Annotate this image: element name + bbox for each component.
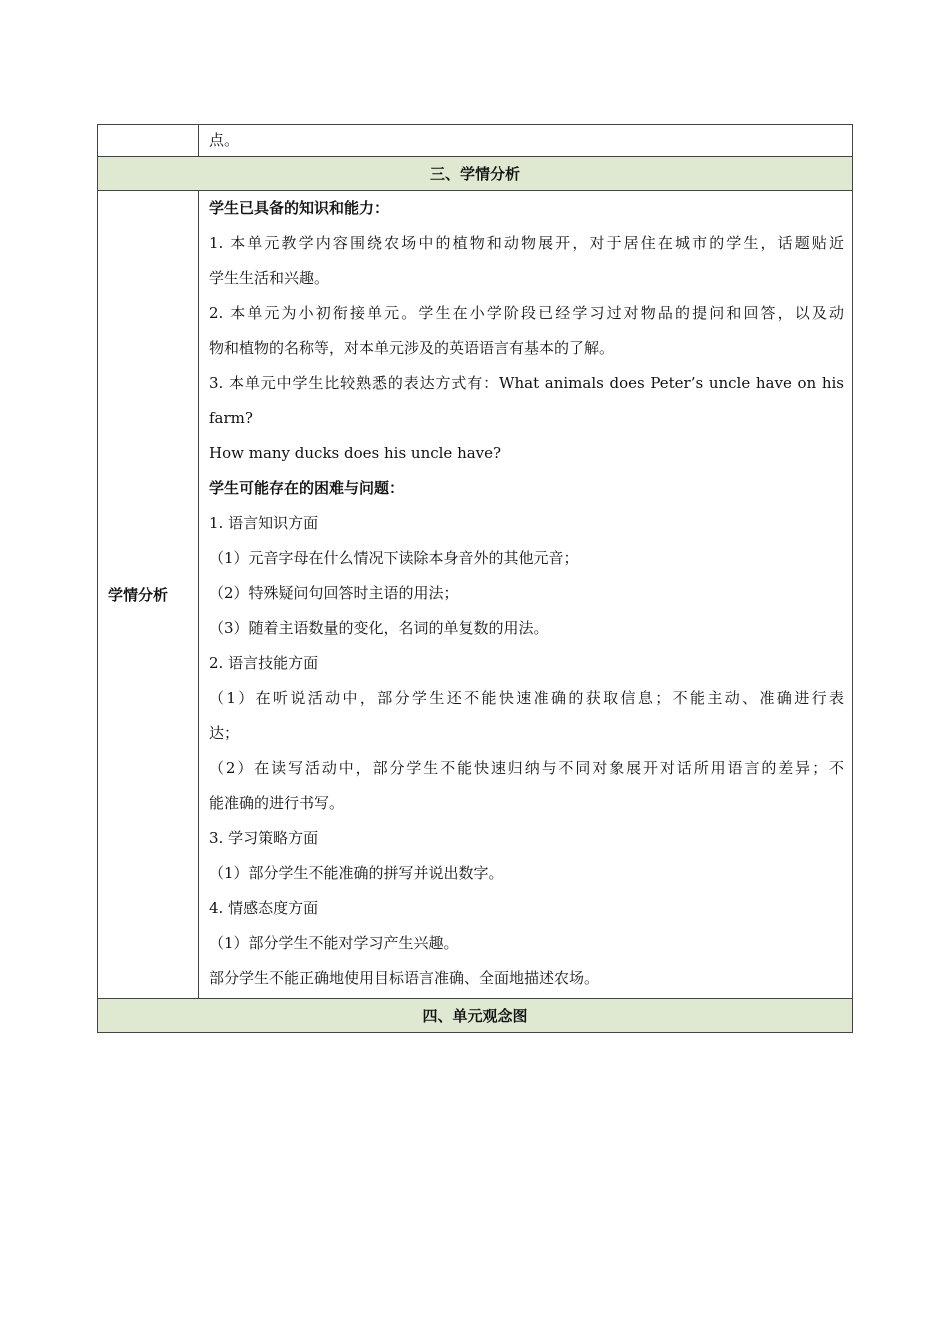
analysis-line: （2）在读写活动中，部分学生不能快速归纳与不同对象展开对话所用语言的差异；不 (209, 759, 844, 777)
section-three-title: 三、学情分析 (98, 157, 853, 191)
analysis-line: 部分学生不能正确地使用目标语言准确、全面地描述农场。 (209, 969, 600, 987)
analysis-line: 1. 语言知识方面 (209, 514, 319, 532)
analysis-line: 学生生活和兴趣。 (209, 269, 330, 287)
analysis-line: 物和植物的名称等，对本单元涉及的英语语言有基本的了解。 (209, 339, 615, 357)
analysis-line: 4. 情感态度方面 (209, 899, 319, 917)
analysis-line: （1）在听说活动中，部分学生还不能快速准确的获取信息；不能主动、准确进行表 (209, 689, 844, 707)
continuation-label-cell (98, 125, 199, 157)
lesson-plan-table (97, 124, 853, 1033)
analysis-line: （1）部分学生不能对学习产生兴趣。 (209, 934, 459, 952)
analysis-line: （2）特殊疑问句回答时主语的用法； (209, 584, 459, 602)
analysis-content (199, 191, 853, 999)
analysis-label: 学情分析 (98, 191, 199, 999)
section-header-row (98, 999, 853, 1033)
analysis-lines (209, 191, 844, 996)
analysis-line: （1）元音字母在什么情况下读除本身音外的其他元音； (209, 549, 579, 567)
analysis-line: （1）部分学生不能准确的拼写并说出数字。 (209, 864, 504, 882)
analysis-line: 2. 本单元为小初衔接单元。学生在小学阶段已经学习过对物品的提问和回答，以及动 (209, 304, 844, 322)
analysis-line: 3. 本单元中学生比较熟悉的表达方式有：What animals does Peter’s uncle have on his (209, 374, 844, 392)
analysis-subheading: 学生可能存在的困难与问题： (209, 479, 405, 497)
analysis-line: farm? (209, 409, 253, 427)
analysis-line: 2. 语言技能方面 (209, 654, 319, 672)
continuation-text: 点。 (209, 131, 240, 149)
section-four-title: 四、单元观念图 (98, 999, 853, 1033)
analysis-subheading: 学生已具备的知识和能力： (209, 199, 390, 217)
analysis-line: How many ducks does his uncle have? (209, 444, 502, 462)
analysis-row (98, 191, 853, 999)
analysis-line: 达； (209, 724, 240, 742)
analysis-line: 能准确的进行书写。 (209, 794, 345, 812)
analysis-line: 1. 本单元教学内容围绕农场中的植物和动物展开，对于居住在城市的学生，话题贴近 (209, 234, 844, 252)
analysis-line: （3）随着主语数量的变化，名词的单复数的用法。 (209, 619, 549, 637)
continuation-content-cell (199, 125, 853, 157)
analysis-line: 3. 学习策略方面 (209, 829, 319, 847)
section-header-row (98, 157, 853, 191)
continuation-row (98, 125, 853, 157)
